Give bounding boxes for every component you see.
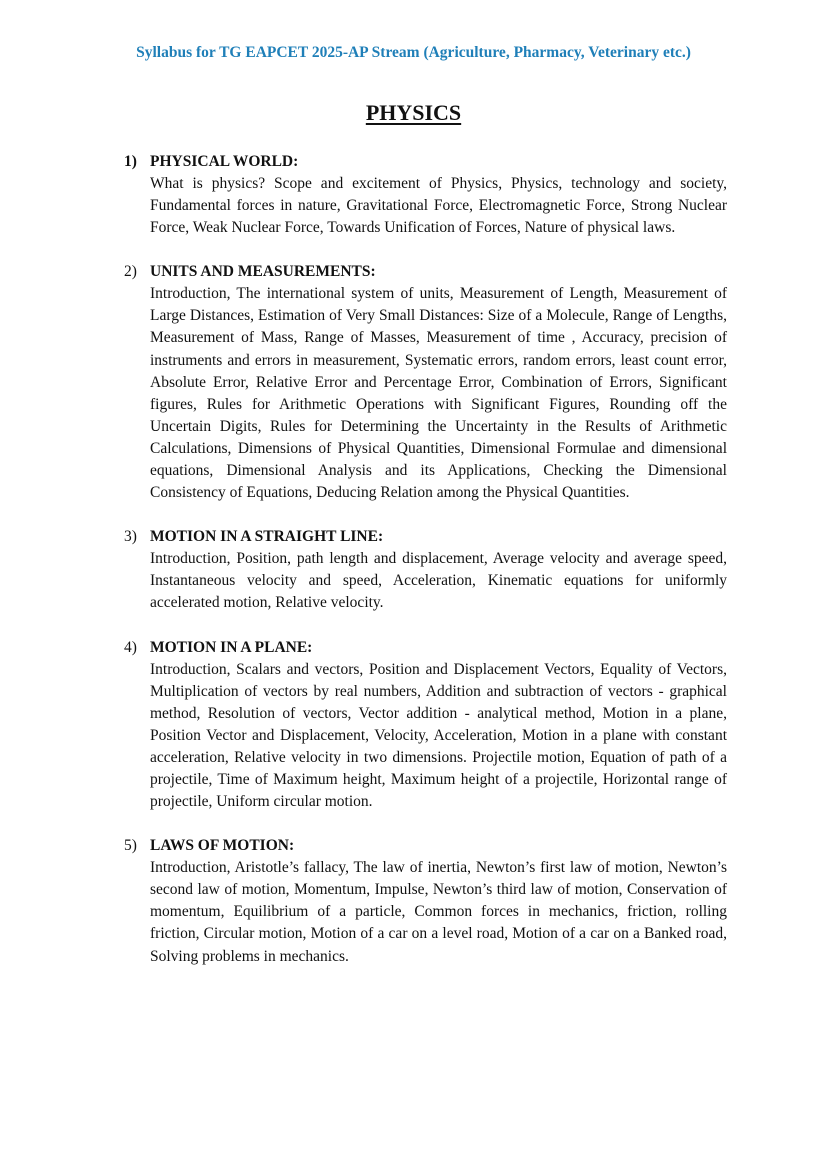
section-heading: UNITS AND MEASUREMENTS:: [150, 263, 376, 281]
section-heading: MOTION IN A PLANE:: [150, 638, 313, 656]
syllabus-sections: [124, 151, 727, 990]
section-physical-world: [124, 151, 727, 239]
document-header: Syllabus for TG EAPCET 2025-AP Stream (Agriculture, Pharmacy, Veterinary etc.): [136, 44, 691, 61]
section-body: Introduction, Scalars and vectors, Position and Displacement Vectors, Equality of Vectors, Multiplication of vectors by real numbers, Addition and subtraction of vectors - graphical method, Resolution of vectors, Vector addition - analytical method, Motion in a plane, Position Vector and Displacement, Velocity, Acceleration, Motion in a plane with constant acceleration, Relative velocity in two dimensions. Projectile motion, Equation of path of a projectile, Time of Maximum height, Maximum height of a projectile, Horizontal range of projectile, Uniform circular motion.: [150, 660, 727, 811]
section-number: 3): [124, 528, 137, 546]
section-number: 4): [124, 638, 137, 656]
section-body: Introduction, Position, path length and displacement, Average velocity and average speed, Instantaneous velocity and speed, Acceleration, Kinematic equations for uniformly accelerated motion, Relative velocity.: [150, 550, 727, 612]
section-number: 1): [124, 153, 137, 170]
section-units-and-measurements: [124, 261, 727, 504]
section-body: Introduction, The international system of units, Measurement of Length, Measurement of Large Distances, Estimation of Very Small Distances: Size of a Molecule, Range of Lengths, Measurement of Mass, Range of Masses, Measurement of time , Accuracy, precision of instruments and errors in measurement, Systematic errors, random errors, least count error, Absolute Error, Relative Error and Percentage Error, Combination of Errors, Significant figures, Rules for Arithmetic Operations with Significant Figures, Rounding off the Uncertain Digits, Rules for Determining the Uncertainty in the Results of Arithmetic Calculations, Dimensions of Physical Quantities, Dimensional Formulae and dimensional equations, Dimensional Analysis and its Applications, Checking the Dimensional Consistency of Equations, Deducing Relation among the Physical Quantities.: [150, 285, 727, 502]
section-motion-straight-line: [124, 526, 727, 614]
section-laws-of-motion: [124, 835, 727, 967]
section-body: What is physics? Scope and excitement of Physics, Physics, technology and society, Fundamental forces in nature, Gravitational Force, Electromagnetic Force, Strong Nuclear Force, Weak Nuclear Force, Towards Unification of Forces, Nature of physical laws.: [150, 175, 727, 237]
section-heading: PHYSICAL WORLD:: [150, 153, 299, 170]
section-number: 5): [124, 837, 137, 855]
section-heading: LAWS OF MOTION:: [150, 837, 295, 855]
section-heading: MOTION IN A STRAIGHT LINE:: [150, 528, 384, 546]
section-body: Introduction, Aristotle’s fallacy, The law of inertia, Newton’s first law of motion, Newton’s second law of motion, Momentum, Impulse, Newton’s third law of motion, Conservation of momentum, Equilibrium of a particle, Common forces in mechanics, friction, rolling friction, Circular motion, Motion of a car on a level road, Motion of a car on a Banked road, Solving problems in mechanics.: [150, 859, 727, 965]
page-title: PHYSICS: [365, 100, 462, 125]
section-motion-in-plane: [124, 637, 727, 814]
section-number: 2): [124, 263, 137, 281]
